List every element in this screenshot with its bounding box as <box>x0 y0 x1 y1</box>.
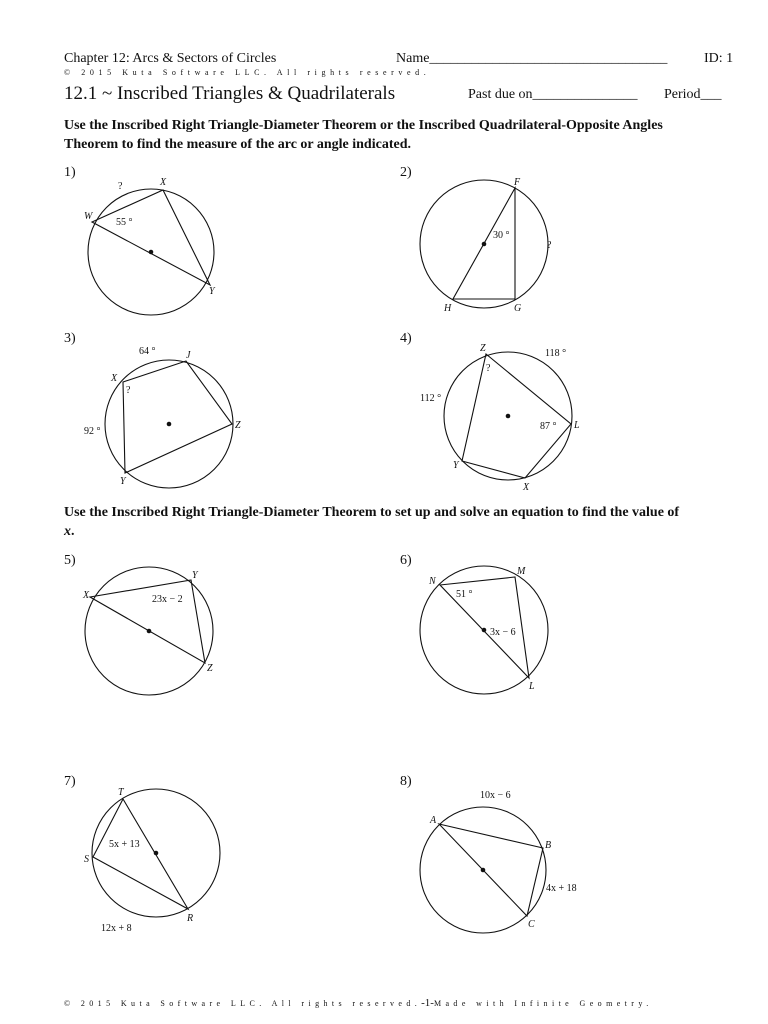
angle-label: ? <box>126 385 131 396</box>
problem-number: 8) <box>400 774 412 789</box>
vertex-label: X <box>160 177 167 188</box>
center-point <box>481 868 486 873</box>
problem-number: 4) <box>400 331 412 346</box>
worksheet-title: 12.1 ~ Inscribed Triangles & Quadrilaterals <box>64 83 396 104</box>
worksheet-id: ID: 1 <box>704 51 734 66</box>
expression-label: 12x + 8 <box>101 923 132 934</box>
period-field[interactable]: Period___ <box>664 87 722 102</box>
page-number: -1- <box>421 997 434 1009</box>
vertex-label: R <box>187 913 194 924</box>
footer <box>64 997 653 1009</box>
arc-label: ? <box>547 240 552 251</box>
footer-copyright: © 2015 Kuta Software LLC. All rights reserved. <box>64 999 422 1008</box>
expression-label: 23x − 2 <box>152 594 183 605</box>
expression-label: 10x − 6 <box>480 790 511 801</box>
angle-label: 87 ° <box>540 421 557 432</box>
problem-number: 7) <box>64 774 76 789</box>
vertex-label: Y <box>453 460 459 471</box>
vertex-label: A <box>430 815 437 826</box>
vertex-label: Y <box>192 570 198 581</box>
vertex-label: X <box>83 590 90 601</box>
vertex-label: L <box>529 681 535 692</box>
vertex-label: L <box>574 420 580 431</box>
angle-label: ? <box>486 363 491 374</box>
expression-label: 3x − 6 <box>490 627 516 638</box>
arc-label: 64 ° <box>139 346 156 357</box>
chapter-title: Chapter 12: Arcs & Sectors of Circles <box>64 51 277 66</box>
angle-label: 51 ° <box>456 589 473 600</box>
vertex-label: M <box>517 566 526 577</box>
vertex-label: N <box>429 576 436 587</box>
vertex-label: Y <box>209 286 215 297</box>
vertex-label: X <box>523 482 530 493</box>
instructions-period: . <box>71 524 75 539</box>
vertex-label: Z <box>235 420 241 431</box>
vertex-label: Y <box>120 476 126 487</box>
problem-number: 6) <box>400 553 412 568</box>
vertex-label: T <box>118 787 124 798</box>
vertex-label: S <box>84 854 89 865</box>
problem-number: 1) <box>64 165 76 180</box>
vertex-label: H <box>444 303 452 314</box>
vertex-label: C <box>528 919 535 930</box>
expression-label: 4x + 18 <box>546 883 577 894</box>
name-field[interactable]: Name__________________________________ <box>396 51 668 66</box>
vertex-label: G <box>514 303 522 314</box>
vertex-label: Z <box>207 663 213 674</box>
instructions-variable: x <box>64 524 71 539</box>
expression-label: 5x + 13 <box>109 839 140 850</box>
past-due-field[interactable]: Past due on_______________ <box>468 87 638 102</box>
problem-number: 5) <box>64 553 76 568</box>
vertex-label: J <box>186 350 191 361</box>
vertex-label: X <box>111 373 118 384</box>
angle-label: 55 ° <box>116 217 133 228</box>
footer-credit: Made with Infinite Geometry. <box>433 999 653 1008</box>
vertex-label: F <box>514 177 521 188</box>
arc-label: 92 ° <box>84 426 101 437</box>
inscribed-triangle <box>439 824 543 916</box>
vertex-label: B <box>545 840 552 851</box>
angle-label: 30 ° <box>493 230 510 241</box>
arc-label: 112 ° <box>420 393 442 404</box>
section-1-instructions: Use the Inscribed Right Triangle-Diameter Theorem or the Inscribed Quadrilateral-Opposite Angles Theorem to find the measure of the arc or angle indicated. <box>64 118 663 152</box>
arc-label: ? <box>118 181 123 192</box>
copyright-notice: © 2015 Kuta Software LLC. All rights reserved. <box>64 68 431 77</box>
vertex-label: Z <box>480 343 486 354</box>
instructions-text: Use the Inscribed Right Triangle-Diameter Theorem to set up and solve an equation to find the value of <box>64 505 680 520</box>
problem-number: 3) <box>64 331 76 346</box>
problem-number: 2) <box>400 165 412 180</box>
arc-label: 118 ° <box>545 348 567 359</box>
vertex-label: W <box>84 211 93 222</box>
